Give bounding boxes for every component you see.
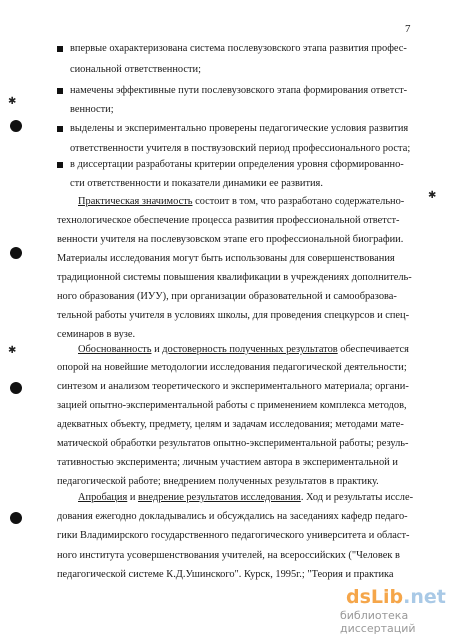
para1-line: венности учителя на послевузовском этапе его профессиональной биографии. [57, 234, 404, 245]
para1-line: ного образования (ИУУ), при организации образовательной и самообразова- [57, 291, 397, 302]
para1-line: технологическое обеспечение процесса развития профессиональной ответст- [57, 215, 400, 226]
dslib-watermark-logo: dsLib.net [346, 586, 446, 608]
bullet-3-line-1: выделены и экспериментально проверены педагогические условия развития [70, 123, 409, 134]
para1-line: традиционной системы повышения квалификации в учреждениях дополнитель- [57, 272, 412, 283]
para2-line: тативностью эксперимента; личным участием автора в экспериментальной и [57, 457, 398, 468]
bullet-4-line-2: сти ответственности и показатели динамики ее развития. [70, 178, 323, 189]
implementation-term: внедрение результатов исследования [138, 492, 301, 503]
margin-mark: ✱ [8, 345, 17, 356]
bullet-1-line-1: впервые охарактеризована система послевузовского этапа развития профес- [70, 43, 407, 54]
margin-dot [10, 247, 22, 259]
para1-line: тельной работы учителя в условиях школы, для проведения спецкурсов и спец- [57, 310, 410, 321]
para2-line: опорой на новейшие методологии исследования педагогической деятельности; [57, 362, 407, 373]
bullet-2-line-2: венности; [70, 104, 114, 115]
para1-line: Материалы исследования могут быть использованы для совершенствования [57, 253, 395, 264]
margin-mark: ✱ [428, 190, 437, 201]
bullet-2-line-1: намечены эффективные пути послевузовского этапа формирования ответст- [70, 85, 408, 96]
bullet-marker [57, 46, 63, 52]
dslib-watermark-subtitle: библиотека диссертаций [340, 609, 416, 635]
para3-line: педагогической системе К.Д.Ушинского". Курск, 1995г.; "Теория и практика [57, 569, 394, 580]
para2-line: педагогической работе; внедрением полученных результатов в практику. [57, 476, 379, 487]
approbation-term: Апробация [78, 492, 128, 503]
para1-first-line: Практическая значимость состоит в том, что разработано содержательно- [78, 196, 405, 207]
margin-dot [10, 382, 22, 394]
para2-line: синтезом и анализом теоретического и экспериментального материала; органи- [57, 381, 409, 392]
margin-dot [10, 512, 22, 524]
para3-line: гики Владимирского государственного педагогического университета и област- [57, 530, 410, 541]
bullet-4-line-1: в диссертации разработаны критерии определения уровня сформированно- [70, 159, 404, 170]
bullet-marker [57, 162, 63, 168]
para1-line: семинаров в вузе. [57, 329, 136, 340]
para3-first-line: Апробация и внедрение результатов исследования. Ход и результаты иссле- [78, 492, 414, 503]
para2-line: матической обработки результатов опытно-экспериментальной работы; резуль- [57, 438, 409, 449]
para2-line: адекватных объекту, предмету, целям и задачам исследования; методами мате- [57, 419, 404, 430]
bullet-marker [57, 126, 63, 132]
reliability-term: достоверность полученных результатов [162, 344, 338, 355]
validity-term: Обоснованность [78, 344, 152, 355]
bullet-1-line-2: сиональной ответственности; [70, 64, 201, 75]
margin-mark: ✱ [8, 96, 17, 107]
practical-significance-term: Практическая значимость [78, 196, 193, 207]
margin-dot [10, 120, 22, 132]
para2-first-line: Обоснованность и достоверность полученных результатов обеспечивается [78, 344, 409, 355]
bullet-3-line-2: ответственности учителя в поствузовский период профессионального роста; [70, 143, 411, 154]
para2-line: зацией опытно-экспериментальной работы с применением комплекса методов, [57, 400, 407, 411]
page-number: 7 [405, 23, 411, 35]
para3-line: дования ежегодно докладывались и обсуждались на заседаниях кафедр педаго- [57, 511, 408, 522]
bullet-marker [57, 88, 63, 94]
para3-line: ного института усовершенствования учителей, на всероссийских ("Человек в [57, 550, 400, 561]
